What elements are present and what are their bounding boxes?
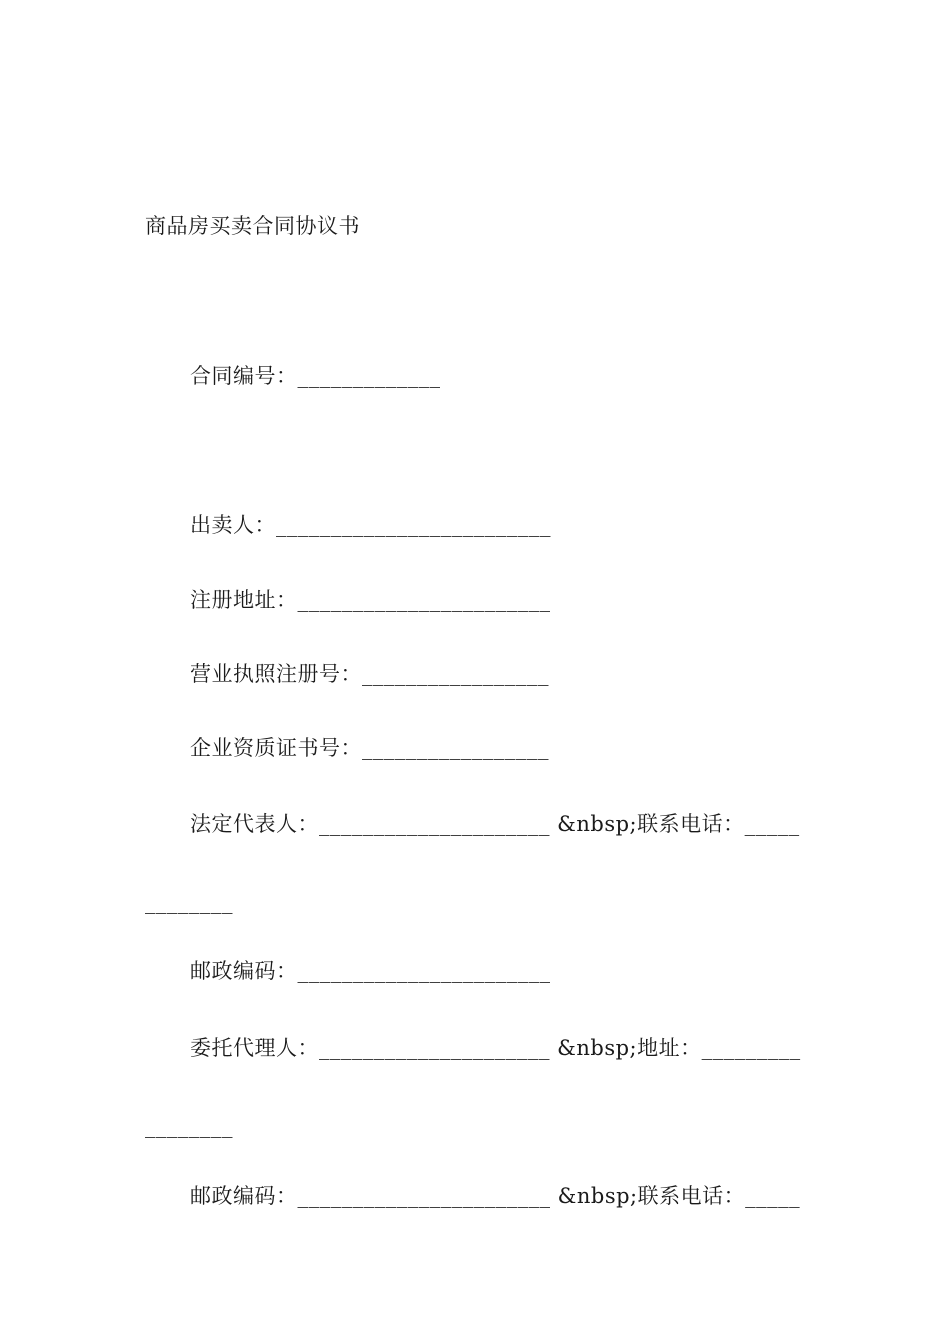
qualification-certificate-line: 企业资质证书号：_________________ (190, 736, 549, 760)
document-title: 商品房买卖合同协议书 (145, 214, 360, 238)
business-license-line: 营业执照注册号：_________________ (190, 662, 549, 686)
phone-continuation-line: ________ (145, 890, 233, 914)
legal-representative-line: 法定代表人：_____________________ &nbsp;联系电话：_____ (190, 812, 800, 836)
address-continuation-line: ________ (145, 1114, 233, 1138)
agent-postal-code-line: 邮政编码：_______________________ &nbsp;联系电话：_____ (190, 1184, 801, 1208)
authorized-agent-line: 委托代理人：_____________________ &nbsp;地址：_________ (190, 1036, 801, 1060)
contract-number-line: 合同编号：_____________ (190, 364, 441, 388)
seller-line: 出卖人：_________________________ (190, 513, 551, 537)
registered-address-line: 注册地址：_______________________ (190, 588, 551, 612)
postal-code-line: 邮政编码：_______________________ (190, 959, 551, 983)
